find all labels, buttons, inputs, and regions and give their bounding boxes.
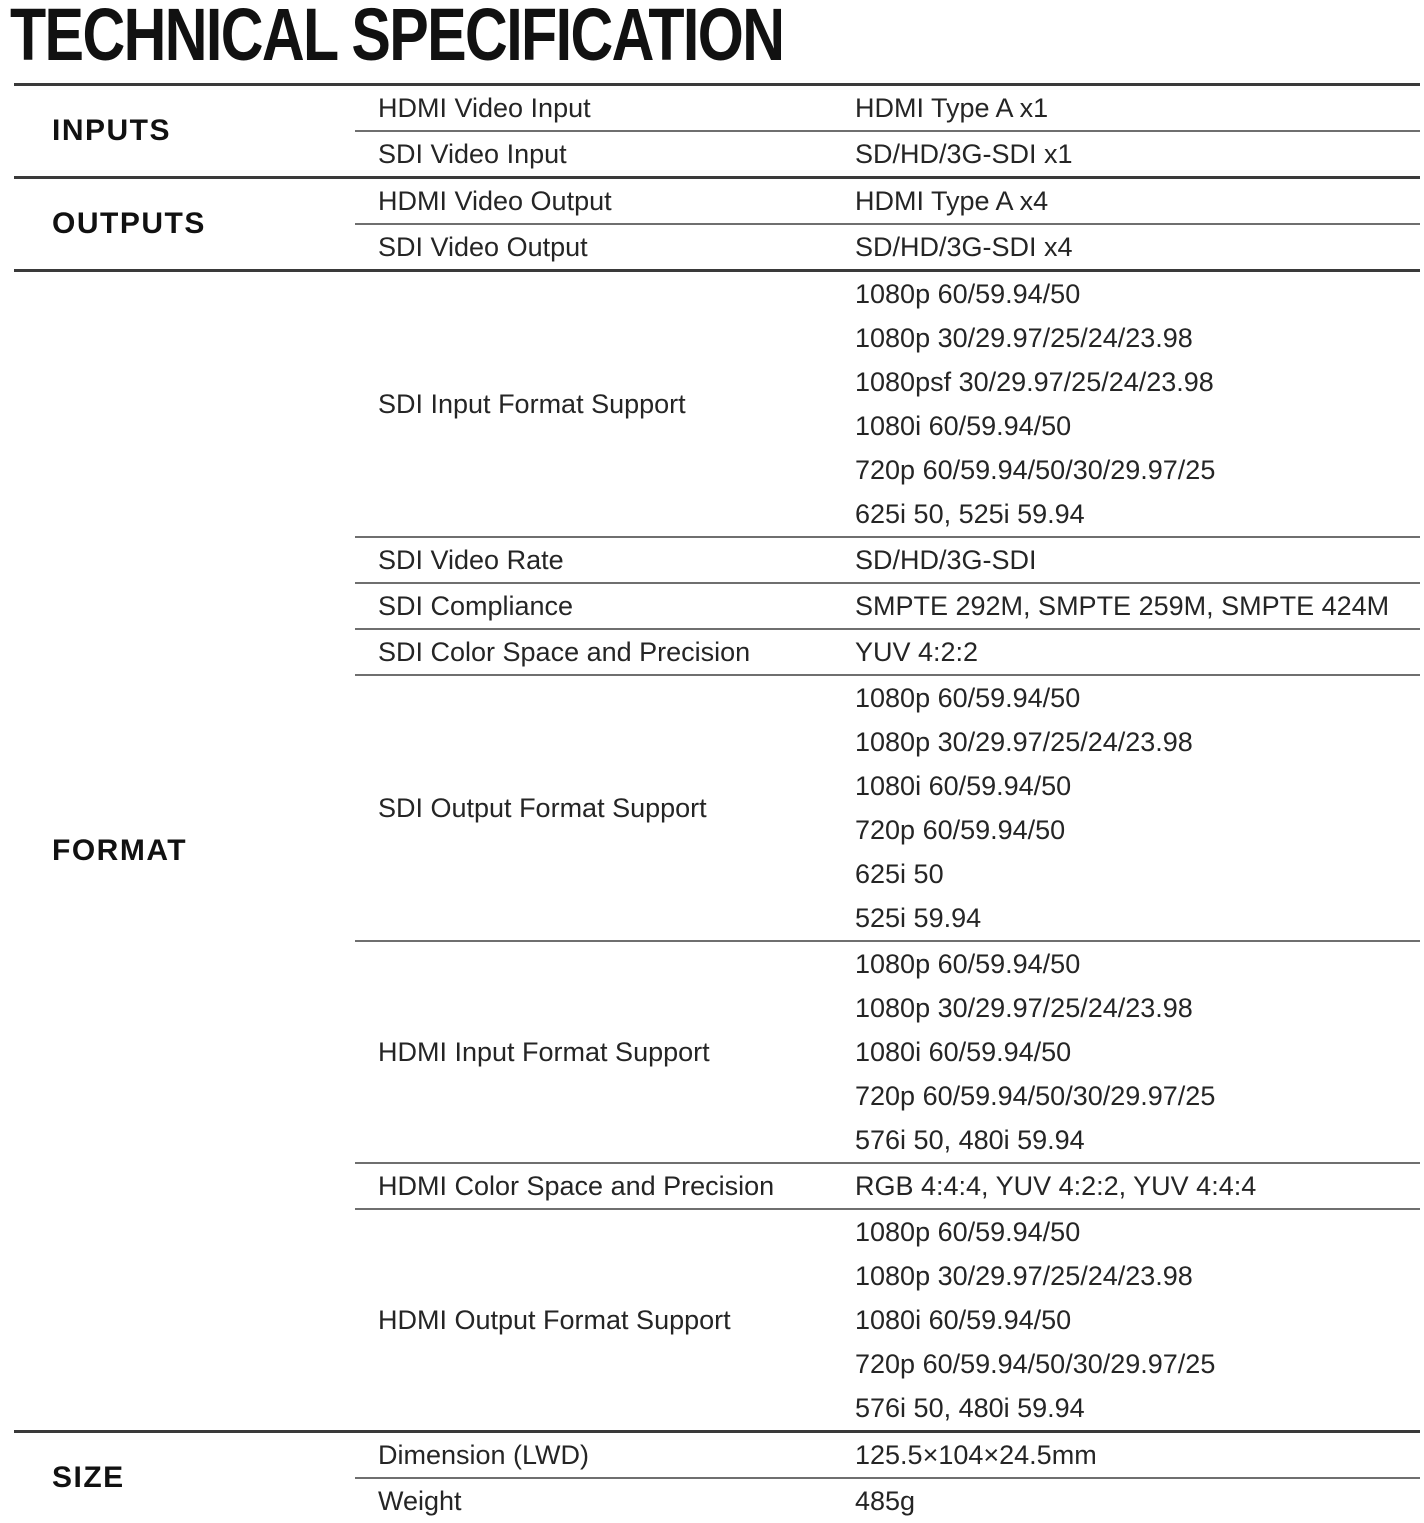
spec-row xyxy=(355,582,1420,628)
spec-value-line: 1080p 30/29.97/25/24/23.98 xyxy=(855,1261,1193,1291)
spec-value-line: 1080p 60/59.94/50 xyxy=(855,1217,1081,1247)
section-label-cell xyxy=(14,1433,355,1523)
spec-row xyxy=(355,628,1420,674)
spec-value-line: 1080p 60/59.94/50 xyxy=(855,683,1081,713)
spec-value-line: 625i 50, 525i 59.94 xyxy=(855,499,1085,529)
section-rows xyxy=(355,86,1420,176)
spec-values xyxy=(855,132,1420,176)
spec-value-line: YUV 4:2:2 xyxy=(855,637,979,667)
spec-values xyxy=(855,272,1420,536)
section-label: SIZE xyxy=(52,1461,125,1494)
spec-values xyxy=(855,179,1420,223)
spec-name: SDI Color Space and Precision xyxy=(378,636,751,667)
spec-values xyxy=(855,86,1420,130)
spec-row xyxy=(355,179,1420,223)
spec-row xyxy=(355,223,1420,269)
section-label: INPUTS xyxy=(52,114,172,147)
spec-value-line: 576i 50, 480i 59.94 xyxy=(855,1393,1085,1423)
section-rows xyxy=(355,272,1420,1430)
spec-value-line: 720p 60/59.94/50 xyxy=(855,815,1066,845)
spec-value-line: SD/HD/3G-SDI xyxy=(855,545,1037,575)
spec-value-line: SMPTE 292M, SMPTE 259M, SMPTE 424M xyxy=(855,591,1390,621)
spec-value-line: 485g xyxy=(855,1486,916,1516)
spec-row xyxy=(355,1433,1420,1477)
section-rows xyxy=(355,179,1420,269)
spec-value-line: 720p 60/59.94/50/30/29.97/25 xyxy=(855,1349,1216,1379)
spec-value-line: SD/HD/3G-SDI x1 xyxy=(855,139,1073,169)
spec-row xyxy=(355,86,1420,130)
section-label: OUTPUTS xyxy=(52,207,206,240)
spec-value-line: 720p 60/59.94/50/30/29.97/25 xyxy=(855,1081,1216,1111)
section-label-cell xyxy=(14,86,355,176)
spec-value-line: 1080p 60/59.94/50 xyxy=(855,949,1081,979)
spec-value-line: HDMI Type A x4 xyxy=(855,186,1049,216)
spec-row xyxy=(355,1477,1420,1523)
spec-values xyxy=(855,1479,1420,1523)
spec-value-line: 1080i 60/59.94/50 xyxy=(855,1037,1072,1067)
spec-row xyxy=(355,536,1420,582)
spec-name: SDI Video Rate xyxy=(378,544,564,575)
section-label-cell xyxy=(14,179,355,269)
spec-value-line: 1080p 30/29.97/25/24/23.98 xyxy=(855,727,1193,757)
section-label: FORMAT xyxy=(52,834,188,867)
section-format xyxy=(14,269,1420,1430)
section-label-cell xyxy=(14,272,355,1430)
spec-value-line: RGB 4:4:4, YUV 4:2:2, YUV 4:4:4 xyxy=(855,1171,1257,1201)
spec-name: HDMI Video Input xyxy=(378,92,591,123)
spec-value-line: 576i 50, 480i 59.94 xyxy=(855,1125,1085,1155)
section-inputs xyxy=(14,83,1420,176)
spec-name: SDI Compliance xyxy=(378,590,574,621)
spec-name: SDI Video Output xyxy=(378,231,588,262)
spec-name: HDMI Input Format Support xyxy=(378,1036,710,1067)
spec-name: SDI Input Format Support xyxy=(378,388,686,419)
spec-row xyxy=(355,272,1420,536)
spec-name: HDMI Video Output xyxy=(378,185,612,216)
spec-value-line: 720p 60/59.94/50/30/29.97/25 xyxy=(855,455,1216,485)
spec-values xyxy=(855,942,1420,1162)
spec-value-line: 125.5×104×24.5mm xyxy=(855,1440,1097,1470)
spec-row xyxy=(355,1162,1420,1208)
spec-value-line: 525i 59.94 xyxy=(855,903,982,933)
spec-value-line: 625i 50 xyxy=(855,859,944,889)
spec-values xyxy=(855,1210,1420,1430)
spec-row xyxy=(355,940,1420,1162)
spec-value-line: 1080p 30/29.97/25/24/23.98 xyxy=(855,993,1193,1023)
section-outputs xyxy=(14,176,1420,269)
spec-row xyxy=(355,1208,1420,1430)
page-title: TECHNICAL SPECIFICATION xyxy=(10,0,784,76)
spec-values xyxy=(855,630,1420,674)
spec-value-line: 1080p 30/29.97/25/24/23.98 xyxy=(855,323,1193,353)
spec-name: SDI Video Input xyxy=(378,138,567,169)
spec-name: Weight xyxy=(378,1485,462,1516)
section-rows xyxy=(355,1433,1420,1523)
spec-value-line: 1080p 60/59.94/50 xyxy=(855,279,1081,309)
section-size xyxy=(14,1430,1420,1523)
spec-value-line: 1080psf 30/29.97/25/24/23.98 xyxy=(855,367,1214,397)
spec-row xyxy=(355,130,1420,176)
spec-table xyxy=(14,83,1420,1523)
spec-name: HDMI Color Space and Precision xyxy=(378,1170,775,1201)
spec-values xyxy=(855,1164,1420,1208)
spec-name: SDI Output Format Support xyxy=(378,792,707,823)
spec-values xyxy=(855,676,1420,940)
spec-row xyxy=(355,674,1420,940)
spec-name: Dimension (LWD) xyxy=(378,1439,590,1470)
spec-name: HDMI Output Format Support xyxy=(378,1304,731,1335)
spec-value-line: 1080i 60/59.94/50 xyxy=(855,411,1072,441)
spec-value-line: 1080i 60/59.94/50 xyxy=(855,1305,1072,1335)
spec-value-line: 1080i 60/59.94/50 xyxy=(855,771,1072,801)
spec-values xyxy=(855,584,1420,628)
spec-value-line: SD/HD/3G-SDI x4 xyxy=(855,232,1073,262)
spec-values xyxy=(855,538,1420,582)
spec-values xyxy=(855,1433,1420,1477)
spec-value-line: HDMI Type A x1 xyxy=(855,93,1049,123)
spec-values xyxy=(855,225,1420,269)
